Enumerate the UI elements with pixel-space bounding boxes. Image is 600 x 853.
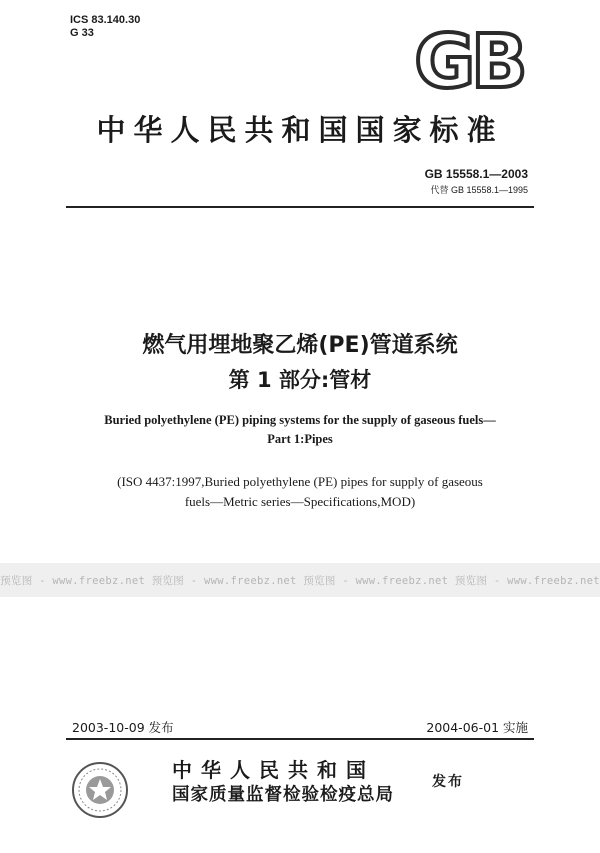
publisher-line1: 中华人民共和国: [172, 758, 375, 782]
iso-reference-line2: fuels—Metric series—Specifications,MOD): [184, 494, 416, 509]
classification-codes: [70, 14, 140, 40]
title-zh-line1: 燃气用埋地聚乙烯(PE)管道系统: [142, 333, 458, 358]
ccs-code: G 33: [70, 27, 94, 39]
standard-number: GB 15558.1—2003: [424, 167, 528, 181]
watermark-text: 预览图 - www.freebz.net 预览图 - www.freebz.net 预览图 - www.freebz.net 预览图 - www.freebz.net: [0, 575, 600, 587]
title-en-line2: Part 1:Pipes: [267, 432, 333, 446]
publisher-line2: 国家质量监督检验检疫总局: [172, 785, 394, 805]
publish-label: 发布: [432, 774, 464, 790]
implementation-date: 2004-06-01 实施: [426, 720, 528, 735]
header-divider: [66, 206, 534, 208]
footer-divider: [66, 738, 534, 740]
gb-logo: [410, 27, 528, 93]
issue-date: 2003-10-09 发布: [72, 720, 174, 735]
iso-reference-line1: (ISO 4437:1997,Buried polyethylene (PE) pipes for supply of gaseous: [117, 474, 483, 489]
seal-icon: [70, 760, 130, 820]
title-zh-line2: 第 1 部分:管材: [228, 368, 372, 392]
standard-title: 中华人民共和国国家标准: [96, 113, 504, 147]
replaces-standard: 代替 GB 15558.1—1995: [430, 185, 528, 195]
gb-logo-text: GB: [414, 27, 524, 93]
ics-code: ICS 83.140.30: [70, 14, 141, 26]
title-en-line1: Buried polyethylene (PE) piping systems for the supply of gaseous fuels—: [104, 413, 496, 427]
